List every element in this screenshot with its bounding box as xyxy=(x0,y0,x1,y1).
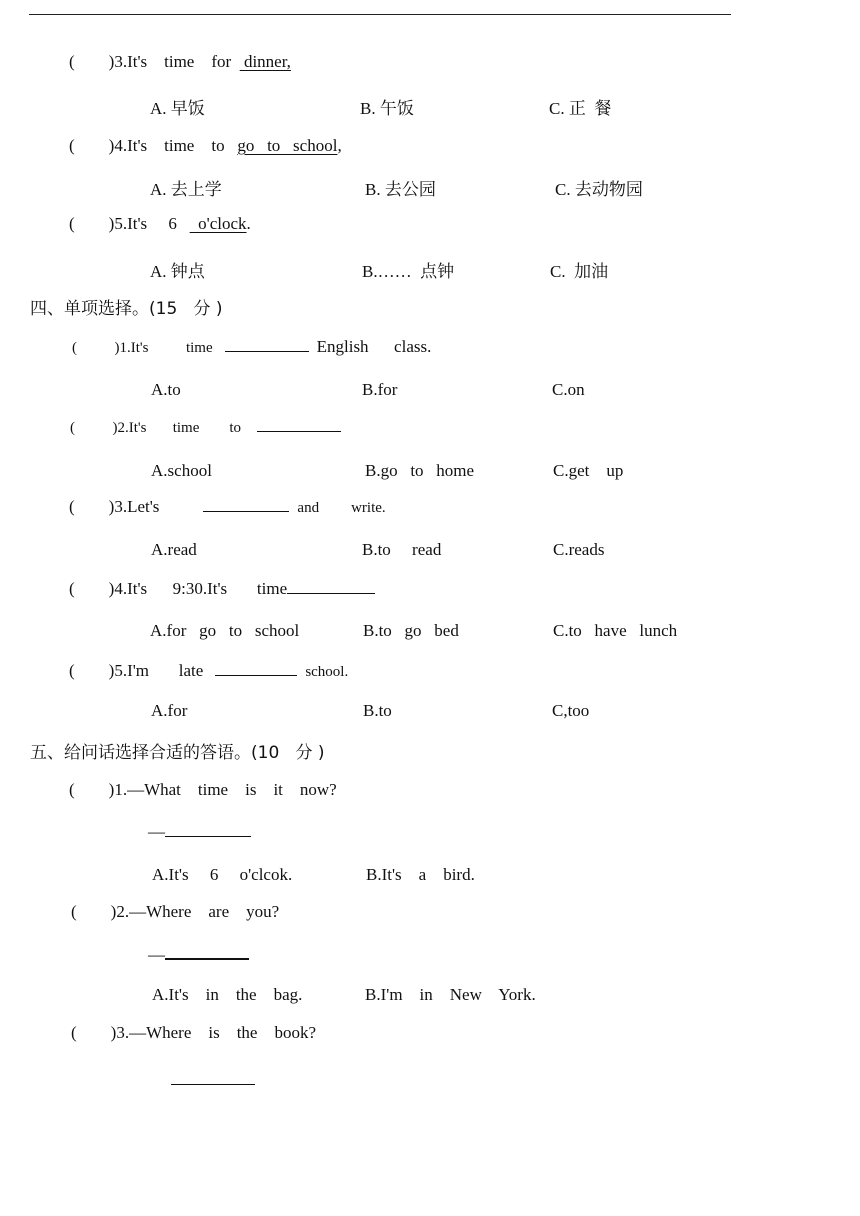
option-b: B. 午饭 xyxy=(360,99,414,118)
section-4-heading: 四、单项选择。(15 分 ) xyxy=(30,299,223,319)
option-b: B.go to home xyxy=(365,461,475,480)
option-b: B. 去公园 xyxy=(365,180,436,199)
question-suffix: school. xyxy=(305,664,349,680)
question-3-5 xyxy=(69,214,251,234)
question-3-4 xyxy=(69,136,342,156)
question-4-1 xyxy=(72,337,431,357)
answer-blank xyxy=(171,1084,255,1085)
dash: — xyxy=(148,822,165,841)
question-suffix: write. xyxy=(351,500,386,516)
answer-blank xyxy=(225,350,309,352)
question-5-2: ( )2.—Where are you? xyxy=(71,902,280,921)
question-4-2 xyxy=(70,419,341,437)
answer-blank xyxy=(165,957,249,960)
underlined-phrase: go to school xyxy=(237,136,338,155)
question-prefix: ( )5.I'm late xyxy=(69,661,204,680)
underlined-phrase: dinner, xyxy=(239,52,291,71)
question-4-5 xyxy=(69,661,348,681)
question-suffix: , xyxy=(337,136,342,155)
option-a: A.school xyxy=(151,461,212,480)
option-a: A.It's in the bag. xyxy=(152,985,303,1004)
option-a: A. 早饭 xyxy=(150,99,205,118)
question-3-3 xyxy=(69,52,291,72)
option-a: A.It's 6 o'clcok. xyxy=(152,865,293,884)
answer-line-1 xyxy=(148,822,251,842)
dash: — xyxy=(148,945,165,964)
option-a: A.for xyxy=(151,701,188,720)
option-c: C,too xyxy=(552,701,590,720)
option-c: C. 加油 xyxy=(550,262,609,281)
option-c: C.reads xyxy=(553,540,605,559)
option-b: B.It's a bird. xyxy=(366,865,475,884)
answer-blank xyxy=(215,674,297,676)
question-5-1: ( )1.—What time is it now? xyxy=(69,780,337,799)
option-a: A. 去上学 xyxy=(150,180,222,199)
option-c: C. 去动物园 xyxy=(555,180,643,199)
option-a: A. 钟点 xyxy=(150,262,205,281)
option-c: C. 正 餐 xyxy=(549,99,612,118)
answer-blank xyxy=(257,430,341,432)
question-suffix: . xyxy=(246,214,251,233)
top-rule xyxy=(29,14,731,15)
answer-blank xyxy=(203,510,289,512)
option-b: B.to read xyxy=(362,540,442,559)
answer-line-2 xyxy=(148,945,249,965)
option-c: C.on xyxy=(552,380,585,399)
answer-blank xyxy=(165,835,251,837)
option-b: B.to xyxy=(363,701,392,720)
question-word: and xyxy=(297,500,320,516)
underlined-phrase: o'clock xyxy=(189,214,247,233)
question-prefix: ( )2.It's time to xyxy=(70,420,242,436)
option-a: A.for go to school xyxy=(150,621,300,640)
option-a: A.to xyxy=(151,380,181,399)
option-c: C.get up xyxy=(553,461,624,480)
option-a: A.read xyxy=(151,540,197,559)
section-5-heading: 五、给问话选择合适的答语。(10 分 ) xyxy=(30,743,325,763)
question-4-3 xyxy=(69,497,386,517)
option-b: B.for xyxy=(362,380,398,399)
question-5-3: ( )3.—Where is the book? xyxy=(71,1023,317,1042)
option-b: B.to go bed xyxy=(363,621,459,640)
question-4-4 xyxy=(69,579,375,599)
question-prefix: ( )1.It's time xyxy=(72,340,213,356)
question-suffix: English class. xyxy=(316,337,432,356)
question-prefix: ( )4.It's 9:30.It's time xyxy=(69,579,288,598)
option-b: B.…… 点钟 xyxy=(362,262,455,281)
option-b: B.I'm in New York. xyxy=(365,985,536,1004)
option-c: C.to have lunch xyxy=(553,621,678,640)
question-prefix: ( )4.It's time to xyxy=(69,136,238,155)
answer-blank xyxy=(287,592,375,594)
question-prefix: ( )3.It's time for xyxy=(69,52,240,71)
question-prefix: ( )3.Let's xyxy=(69,497,160,516)
question-prefix: ( )5.It's 6 xyxy=(69,214,190,233)
